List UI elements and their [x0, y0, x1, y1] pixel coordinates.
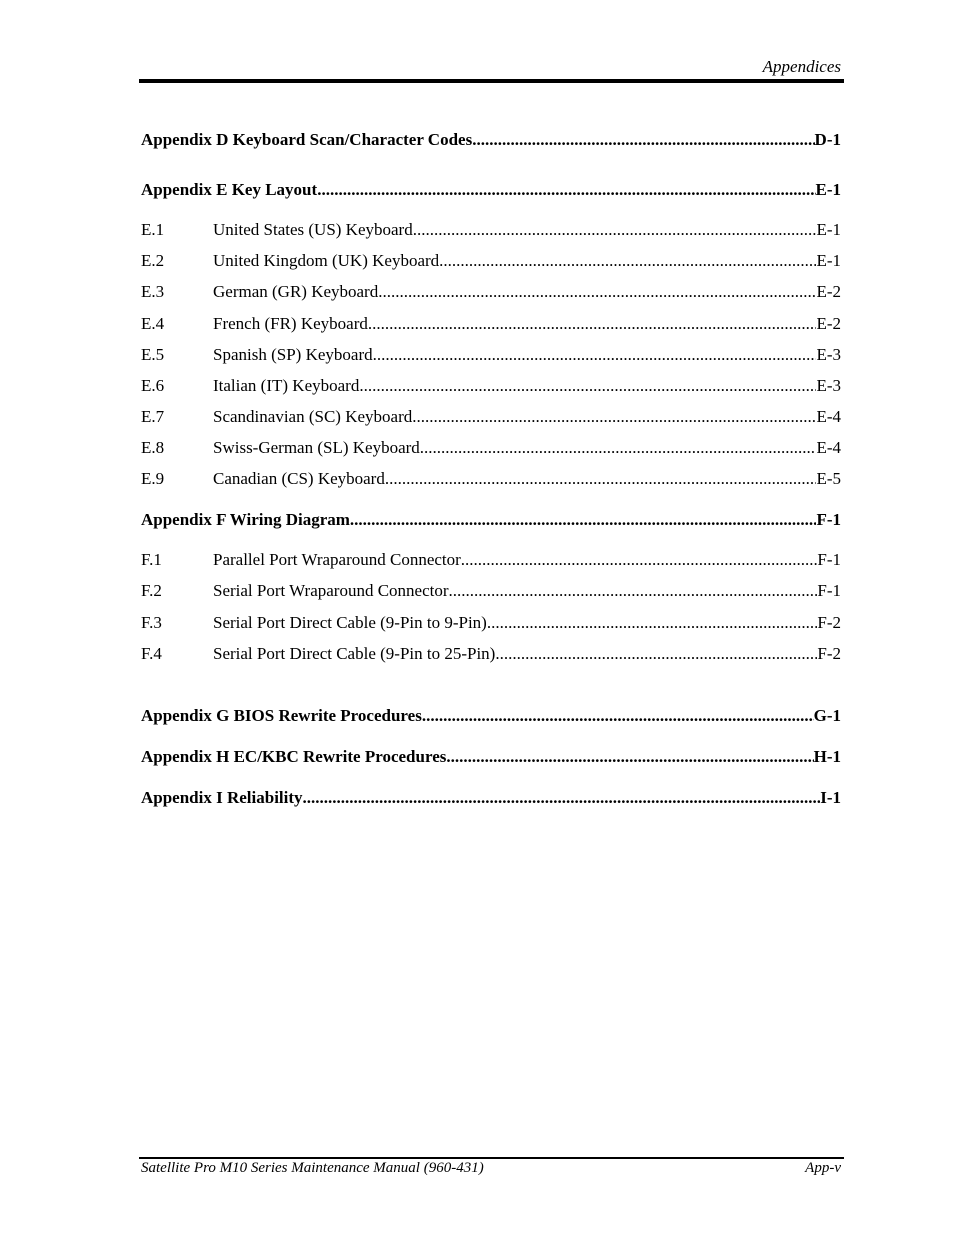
dot-leader: [422, 706, 814, 726]
toc-item-page: E-3: [816, 345, 841, 364]
dot-leader: [449, 581, 818, 601]
toc-item-f1[interactable]: [141, 550, 841, 570]
toc-item-title: Spanish (SP) Keyboard: [213, 345, 373, 364]
toc-item-page: F-2: [817, 613, 841, 632]
toc-item-e1[interactable]: [141, 220, 841, 240]
toc-item-e9[interactable]: [141, 469, 841, 489]
toc-entry-title: Appendix G BIOS Rewrite Procedures: [141, 706, 422, 725]
toc-item-title: Swiss-German (SL) Keyboard: [213, 438, 420, 457]
dot-leader: [446, 747, 813, 767]
toc-item-title: Canadian (CS) Keyboard: [213, 469, 385, 488]
toc-item-title: Serial Port Direct Cable (9-Pin to 25-Pin): [213, 644, 496, 663]
toc-entry-page: E-1: [815, 180, 841, 199]
footer-rule: [139, 1157, 844, 1159]
toc-item-e3[interactable]: [141, 282, 841, 302]
toc-item-page: E-2: [816, 314, 841, 333]
toc-item-f4[interactable]: [141, 644, 841, 664]
toc-item-number: E.9: [141, 469, 165, 488]
toc-item-page: E-4: [816, 407, 841, 426]
toc-item-title: United Kingdom (UK) Keyboard: [213, 251, 440, 270]
toc-item-number: E.2: [141, 251, 165, 270]
toc-appendix-h[interactable]: [141, 747, 841, 767]
toc-item-number: F.1: [141, 550, 162, 569]
dot-leader: [420, 438, 817, 458]
toc-item-page: E-5: [816, 469, 841, 488]
dot-leader: [350, 510, 817, 530]
toc-item-number: E.8: [141, 438, 165, 457]
toc-item-e7[interactable]: [141, 407, 841, 427]
toc-entry-title: Appendix E Key Layout: [141, 180, 318, 199]
toc-item-page: E-1: [816, 251, 841, 270]
toc-entry-page: D-1: [814, 130, 841, 149]
toc-appendix-f[interactable]: [141, 510, 841, 530]
toc-item-e4[interactable]: [141, 314, 841, 334]
toc-item-number: E.6: [141, 376, 165, 395]
toc-item-title: Scandinavian (SC) Keyboard: [213, 407, 413, 426]
dot-leader: [303, 788, 821, 808]
toc-entry-title: Appendix I Reliability: [141, 788, 303, 807]
toc-item-title: Serial Port Direct Cable (9-Pin to 9-Pin): [213, 613, 487, 632]
dot-leader: [495, 644, 817, 664]
toc-item-page: E-4: [816, 438, 841, 457]
toc-item-page: E-1: [816, 220, 841, 239]
dot-leader: [487, 613, 818, 633]
dot-leader: [472, 130, 814, 150]
toc-item-title: Serial Port Wraparound Connector: [213, 581, 449, 600]
toc-entry-title: Appendix H EC/KBC Rewrite Procedures: [141, 747, 447, 766]
page-header-title: Appendices: [762, 57, 841, 76]
toc-entry-page: H-1: [813, 747, 841, 766]
toc-entry-page: F-1: [816, 510, 841, 529]
dot-leader: [368, 314, 817, 334]
toc-item-page: F-1: [817, 550, 841, 569]
toc-item-number: F.4: [141, 644, 162, 663]
toc-item-number: E.5: [141, 345, 165, 364]
toc-appendix-g[interactable]: [141, 706, 841, 726]
dot-leader: [373, 345, 817, 365]
dot-leader: [378, 282, 816, 302]
toc-item-page: E-2: [816, 282, 841, 301]
dot-leader: [413, 220, 817, 240]
toc-item-number: F.2: [141, 581, 162, 600]
toc-item-e2[interactable]: [141, 251, 841, 271]
toc-appendix-e[interactable]: [141, 180, 841, 200]
footer-page-number: App-v: [805, 1160, 841, 1176]
toc-appendix-i[interactable]: [141, 788, 841, 808]
toc-item-f3[interactable]: [141, 613, 841, 633]
toc-item-title: Italian (IT) Keyboard: [213, 376, 360, 395]
toc-entry-page: I-1: [820, 788, 841, 807]
footer-manual-title: Satellite Pro M10 Series Maintenance Manual (960-431): [141, 1160, 484, 1176]
toc-entry-title: Appendix F Wiring Diagram: [141, 510, 350, 529]
dot-leader: [439, 251, 816, 271]
toc-entry-title: Appendix D Keyboard Scan/Character Codes: [141, 130, 473, 149]
toc-entry-page: G-1: [813, 706, 841, 725]
toc-item-number: E.7: [141, 407, 165, 426]
toc-appendix-d[interactable]: [141, 130, 841, 150]
dot-leader: [359, 376, 816, 396]
toc-item-number: E.1: [141, 220, 165, 239]
header-rule: [139, 79, 844, 83]
toc-item-number: F.3: [141, 613, 162, 632]
toc-item-e6[interactable]: [141, 376, 841, 396]
toc-item-page: F-1: [817, 581, 841, 600]
toc-item-e8[interactable]: [141, 438, 841, 458]
toc-item-title: Parallel Port Wraparound Connector: [213, 550, 461, 569]
toc-item-e5[interactable]: [141, 345, 841, 365]
toc-item-number: E.4: [141, 314, 165, 333]
dot-leader: [412, 407, 816, 427]
toc-item-page: F-2: [817, 644, 841, 663]
dot-leader: [317, 180, 815, 200]
toc-item-page: E-3: [816, 376, 841, 395]
toc-item-title: French (FR) Keyboard: [213, 314, 368, 333]
toc-item-number: E.3: [141, 282, 165, 301]
toc-item-title: United States (US) Keyboard: [213, 220, 413, 239]
dot-leader: [461, 550, 818, 570]
dot-leader: [385, 469, 817, 489]
toc-item-f2[interactable]: [141, 581, 841, 601]
toc-item-title: German (GR) Keyboard: [213, 282, 379, 301]
